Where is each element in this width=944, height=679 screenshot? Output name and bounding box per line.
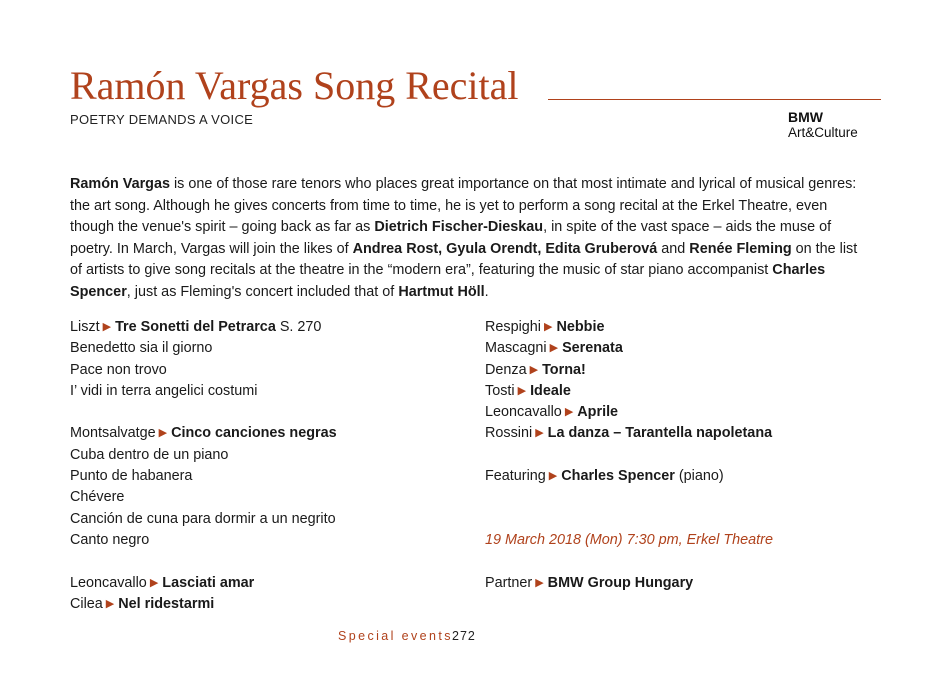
composer-name: Leoncavallo [485, 404, 562, 421]
event-date: 19 March 2018 (Mon) 7:30 pm, Erkel Theatre [485, 531, 773, 548]
spacer [70, 551, 460, 572]
spacer [485, 509, 885, 530]
program-entry [485, 317, 885, 338]
song-title: Pace non trovo [70, 361, 167, 378]
title-rule [548, 99, 881, 100]
composer-name: Mascagni [485, 340, 547, 357]
work-title: Lasciati amar [162, 574, 255, 591]
intro-text: . [484, 283, 489, 300]
intro-highlight: Renée Fleming [689, 240, 792, 257]
intro-highlight: Andrea Rost, Gyula Orendt, Edita Gruberová [352, 240, 658, 257]
work-title: Aprile [577, 404, 619, 421]
program-entry [485, 402, 885, 423]
program-left-column [70, 317, 460, 615]
program-entry [70, 317, 460, 338]
work-title: Nel ridestarmi [118, 595, 215, 612]
program-entry [485, 381, 885, 402]
work-title: Ideale [530, 382, 571, 399]
spacer [485, 551, 885, 572]
composer-name: Montsalvatge [70, 425, 156, 442]
work-suffix: (piano) [674, 468, 724, 485]
intro-text: on the list of artists to give song recitals at the theatre in the “modern era”, featuring the music of star piano accompanist [70, 240, 858, 279]
right-triangle-icon: ▶ [158, 427, 168, 440]
spacer [485, 445, 885, 466]
intro-highlight: Ramón Vargas [70, 176, 170, 192]
right-triangle-icon: ▶ [548, 470, 558, 483]
song-title: Canción de cuna para dormir a un negrito [70, 510, 336, 527]
intro-highlight: Dietrich Fischer-Dieskau [374, 219, 544, 236]
intro-highlight: Charles Spencer [70, 262, 826, 300]
right-triangle-icon: ▶ [517, 384, 527, 397]
work-suffix: S. 270 [275, 319, 322, 335]
right-triangle-icon: ▶ [549, 342, 559, 355]
intro-text: is one of those rare tenors who places great importance on that most intimate and lyrical of musical genres: the art song. Although he gives concerts from time to time, he is yet to perform a song recital at the Erkel Theatre, even though the venue's spirit – going back as far as [70, 176, 857, 236]
footer-section-label: Special events [338, 629, 453, 643]
work-title: Torna! [542, 361, 586, 378]
logo-line-2: Art&Culture [788, 125, 858, 140]
intro-text: and [657, 240, 690, 257]
song-title: Punto de habanera [70, 468, 193, 485]
composer-name: Tosti [485, 382, 515, 399]
program-entry [485, 338, 885, 359]
song-title: Cuba dentro de un piano [70, 446, 229, 463]
composer-name: Rossini [485, 425, 533, 442]
composer-name: Denza [485, 361, 527, 378]
right-triangle-icon: ▶ [102, 321, 112, 333]
program-entry [70, 573, 460, 594]
composer-name: Liszt [70, 319, 100, 335]
bmw-art-culture-logo [788, 110, 858, 140]
work-title: BMW Group Hungary [547, 574, 694, 591]
work-title: Tre Sonetti del Petrarca [115, 319, 276, 335]
right-triangle-icon: ▶ [564, 406, 574, 419]
right-triangle-icon: ▶ [105, 597, 115, 610]
intro-text: , in spite of the vast space – aids the muse of poetry. In March, Vargas will join the likes of [70, 219, 832, 257]
work-title: La danza – Tarantella napoletana [547, 425, 773, 442]
composer-name: Featuring [485, 468, 546, 485]
intro-paragraph [70, 174, 870, 304]
program-entry [485, 573, 885, 594]
spacer [485, 487, 885, 508]
logo-line-1: BMW [788, 109, 823, 125]
program-entry [485, 360, 885, 381]
right-triangle-icon: ▶ [544, 321, 553, 333]
song-title: Canto negro [70, 531, 150, 548]
intro-highlight: Hartmut Höll [398, 283, 485, 300]
page-number: 272 [452, 629, 476, 643]
program-right-column [485, 317, 885, 594]
composer-name: Respighi [485, 319, 541, 335]
page-subtitle: POETRY DEMANDS A VOICE [70, 112, 254, 127]
spacer [70, 402, 460, 423]
program-entry [70, 423, 460, 444]
composer-name: Partner [485, 574, 533, 591]
work-title: Charles Spencer [561, 468, 675, 485]
program-entry [485, 466, 885, 487]
program-entry [70, 594, 460, 615]
program-entry [485, 423, 885, 444]
intro-text: , just as Fleming's concert included that of [126, 283, 399, 300]
right-triangle-icon: ▶ [535, 427, 544, 440]
right-triangle-icon: ▶ [529, 363, 539, 376]
work-title: Cinco canciones negras [171, 425, 337, 442]
song-title: Chévere [70, 489, 125, 506]
song-title: Benedetto sia il giorno [70, 340, 213, 357]
work-title: Nebbie [556, 319, 605, 335]
right-triangle-icon: ▶ [535, 576, 544, 589]
right-triangle-icon: ▶ [149, 576, 159, 589]
work-title: Serenata [562, 340, 623, 357]
composer-name: Leoncavallo [70, 574, 147, 591]
composer-name: Cilea [70, 595, 103, 612]
page-title: Ramón Vargas Song Recital [70, 63, 519, 108]
song-title: I’ vidi in terra angelici costumi [70, 382, 258, 399]
